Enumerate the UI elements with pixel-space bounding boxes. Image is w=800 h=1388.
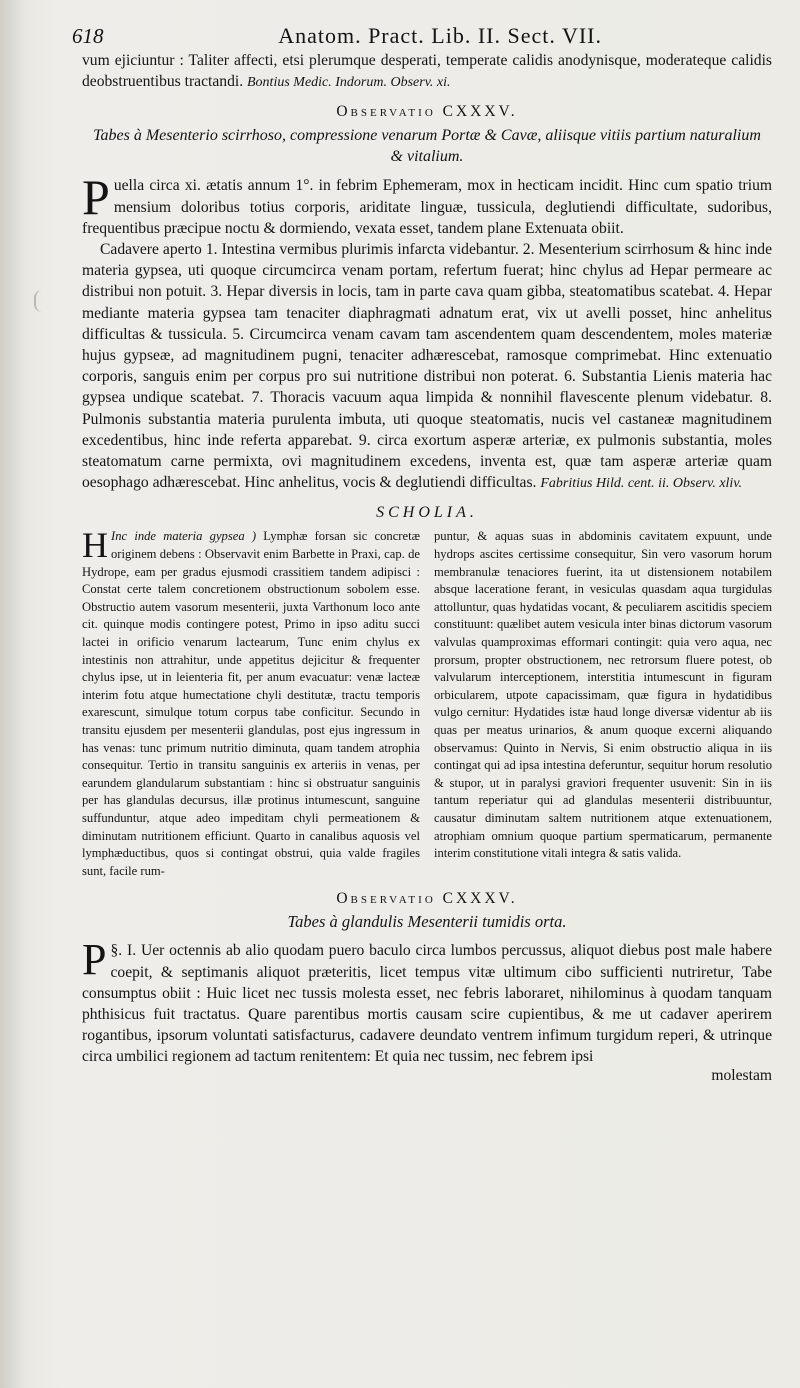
page-number: 618 — [72, 24, 104, 48]
observation-2-paragraph — [82, 935, 772, 1067]
margin-mark — [34, 290, 50, 312]
observation-paragraph-1 — [82, 169, 772, 239]
paragraph-1-text: uella circa xi. ætatis annum 1°. in febrim Ephemeram, mox in hecticam incidit. Hinc cum spatio trium mensium doloribus totius corporis, ariditate linguæ, tussicula, deglutiendi difficultate, sudoribus, frequentibus præcipue noctu & dormiendo, vexata esset, tandem plane Extenuata obiit. — [82, 177, 772, 237]
observation-2-heading: Observatio CXXXV. — [336, 890, 518, 908]
drop-capital: P — [82, 169, 110, 226]
intro-citation: Bontius Medic. Indorum. Observ. xi. — [247, 75, 451, 91]
scholia-columns — [82, 525, 772, 880]
intro-text: vum ejiciuntur : Taliter affecti, etsi plerumque desperati, temperate calidis anodynisque, moderateque calidis deobstruentibus tractandi. — [82, 52, 772, 91]
running-title: Anatom. Pract. Lib. II. Sect. VII. — [278, 23, 602, 48]
intro-paragraph — [82, 50, 772, 93]
observation-paragraph-2 — [82, 239, 772, 494]
scholia-heading: SCHOLIA. — [376, 504, 478, 522]
paragraph-2-italic: hinc inde materia gypsea — [82, 241, 773, 280]
observation-2-title: Tabes à glandulis Mesenterii tumidis orta. — [287, 912, 567, 932]
scholia-drop-capital: H — [82, 525, 108, 566]
observation-2-text: Uer octennis ab alio quodam puero baculo circa lumbos percussus, aliquot diebus post male habere coepit, & septimanis aliquot præteritis, licet tempus vitæ ultimum cibo sufficienti nutriretur, Tabe consumptus obiit : Huic licet nec tussis molesta esset, nec febris laboraret, nihilominus à quodam tanquam phthisicus fuit tractatus. Quare parentibus mortis causam scire cupientibus, & me ut cadaver aperirem rogantibus, ipsorum voluntati satisfacturus, cadavere deundato ventrem infimum turgidum reperi, & utrinque circa umbilici regionem ad tactum renitentem: Et quia nec tussim, nec febrem ipsi — [82, 942, 772, 1066]
observation-2-drop-capital: P — [82, 935, 107, 985]
paragraph-2-text-b: , uti quoque circumcirca venam portam, refertum fuerat; hinc chylus ad Hepar permeare ac distribui non potuit. 3. Hepar diversis in locis, tam in parte cava quam gibba, steatomatibus scatebat. 4. Hepar mediante materia gypsea tam tenaciter diaphragmati adnatum erat, vix ut avelli posset, hinc anhelitus difficultas & tussicula. 5. Circumcirca venam cavam tam ascendentem quam descendentem, moles materiæ hujus gypseæ, ad magnitudinem pugni, tenaciter adhærescebat, ramosque comprimebat. Hinc extenuatio corporis, sanguis enim per corpus pro sui nutritione distribui non poterat. 6. Substantia Lienis materia hac gypsea undique scatebat. 7. Thoracis vacuum aqua limpida & nonnihil flavescente plenum videbatur. 8. Pulmonis substantia materia purulenta imbuta, uti quoque steatomatis, nucis vel castaneæ magnitudinem excedentibus, hinc inde referta apparebat. 9. circa exortum asperæ arteriæ, ex pulmonis substantia, moles steatomatum carne permixta, ovi magnitudinem excedens, inventa est, quæ tam asperæ arteriæ quam oesophago adhærescebat. Hinc anhelitus, vocis & deglutiendi difficultas. — [82, 262, 772, 492]
observation-title: Tabes à Mesenterio scirrhoso, compressione venarum Portæ & Cavæ, aliisque vitiis partium naturalium & vitalium. — [93, 127, 761, 166]
scholia-right-column — [434, 528, 772, 880]
catchword: molestam — [711, 1066, 772, 1084]
paragraph-2-text-a: Cadavere aperto 1. Intestina vermibus plurimis infarcta videbantur. 2. Mesenterium scirrhosum & — [100, 241, 711, 259]
running-head — [72, 22, 772, 50]
scholia-left-column — [82, 525, 420, 880]
scholia-lead: Inc inde materia gypsea ) — [111, 529, 257, 544]
scholia-left-text: Lymphæ forsan sic concretæ originem debens : Observavit enim Barbette in Praxi, cap. de Hydrope, eam per gradus ejusmodi crassitiem tandem adipisci : Constat certe talem concretionem obstructionum sobolem esse. Obstructio autem vasorum mesenterii, juxta Varthonum loco ante cit. quinque modis contingere potest, Primo in ipso aditu succi lactei in orificio venarum lactearum, Tunc enim chylus ex intestinis non attrahitur, unde appetitus dejicitur & frequenter chylus ipse, ut in leienteria fit, per anum evacuatur: venæ lacteæ interim fotu atque humectatione chyli destitutæ, tractu temporis exarescunt, simulque totum corpus tabe conficitur. Secundo in transitu ejusdem per mesenterii glandulas, post ejus ingressum in has venas: tunc primum nutritio diminuta, quam tandem atrophia consequitur. Tertio in transitu sanguinis ex arteriis in venas, per earundem glandularum substantiam : hinc si obstruatur sanguinis per has glandulas decursus, illæ protinus intumescunt, sanguine suffunduntur, atque adeo impeditam chyli permeationem & diminutam nutritionem efficiunt. Quarto in canalibus aquosis vel lymphæductibus, quos si contingat obstrui, quia valde fragiles sunt, facile rum- — [82, 529, 420, 878]
scholia-right-text: puntur, & aquas suas in abdominis cavitatem expuunt, unde hydrops ascites certissime consequitur, Sin vero vasorum horum membranulæ tenaciores fuerint, ita ut distensionem notabilem absque laceratione ferant, in vesiculas quasdam aqua turgidulas attolluntur, quas hydatidas vocant, & peculiarem ascitidis speciem constituunt: quælibet autem vesicula inter binas dictorum vasorum valvulas quamproximas efformari contingit: quia vero aqua, nec prorsum, propter obstructionem, nec retrorsum fluere potest, ob valvularum interceptionem, interstitia intumescunt in figuram orbicularem, utpote capacissimam, quæ figura in hydatidibus vulgo cernitur: Hydatides istæ haud longe diversæ videntur ab iis quas per meatus urinarios, & anum quoque excerni aliquando observamus: Quinto in Nervis, Si enim obstructio aliqua in iis contingat qui ad ipsa intestina deferuntur, sequitur horum resolutio & stupor, ut in paralysi graviori frequenter usuvenit: Sin in iis tantum reperiatur qui ad glandulas mesenterii distribuuntur, causatur diminutam saltem nutritionem atque extenuationem, atrophiam omnium quoque partium spermaticarum, permanente interim constitutione vitali integra & satis valida. — [434, 529, 772, 861]
observation-heading: Observatio CXXXV. — [336, 103, 518, 121]
observation-citation: Fabritius Hild. cent. ii. Observ. xliv. — [540, 476, 742, 492]
section-mark: §. I. — [110, 942, 137, 960]
